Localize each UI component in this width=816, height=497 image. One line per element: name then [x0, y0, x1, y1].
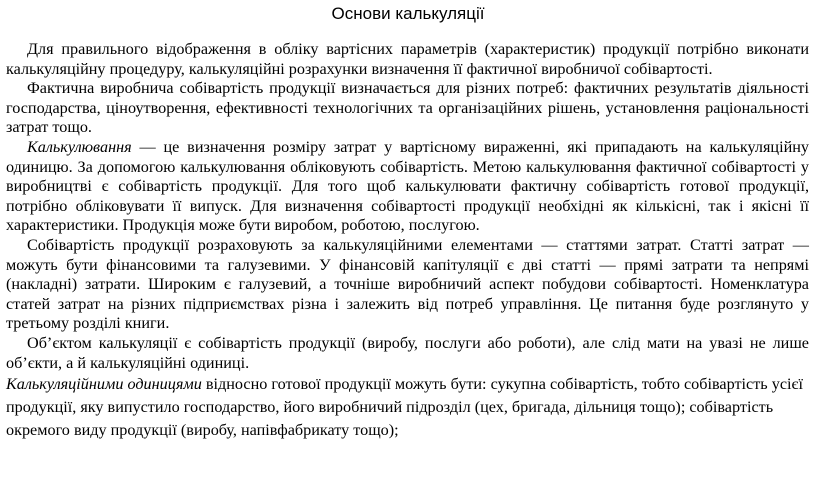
term-costing: Калькулювання: [27, 137, 132, 156]
paragraph-calculation-object: Об’єктом калькуляції є собівартість продукції (виробу, послуги або роботи), але слід мати на увазі не лише об’єкти, а й калькуляційні одиниці.: [6, 333, 809, 372]
document-body: [6, 40, 809, 442]
calculation-units-text: відносно готової продукції можуть бути: сукупна собівартість, тобто собівартість усієї продукції, яку випустило господарство, його виробничий підрозділ (цех, бригада, дільниця тощо); собівартість окремого виду продукції (виробу, напівфабрикату тощо);: [6, 375, 803, 440]
paragraph-costing-definition: [6, 138, 809, 236]
paragraph-actual-cost: Фактична виробнича собівартість продукції визначається для різних потреб: фактичних результатів діяльності господарства, ціноутворення, ефективності технологічних та організаційних рішень, установлення раціональності затрат тощо.: [6, 79, 809, 137]
paragraph-cost-items: Собівартість продукції розраховують за калькуляційними елементами — статтями затрат. Статті затрат — можуть бути фінансовими та галузевими. У фінансовій капітуляції є дві статті — прямі затрати та непрямі (накладні) затрати. Широким є галузевий, а точніше виробничий аспект побудови собівартості. Номенклатура статей затрат на різних підприємствах різна і залежить від потреб управління. Це питання буде розглянуто у третьому розділі книги.: [6, 235, 809, 333]
document-title: Основи калькуляції: [331, 4, 485, 23]
paragraph-calculation-units: [6, 373, 809, 442]
term-calculation-units: Калькуляційними одиницями: [6, 375, 202, 394]
paragraph-calculation-procedure: Для правильного відображення в обліку вартісних параметрів (характеристик) продукції потрібно виконати калькуляційну процедуру, калькуляційні розрахунки визначення її фактичної виробничої собівартості.: [6, 40, 809, 78]
costing-definition-text: — це визначення розміру затрат у вартісному вираженні, які припадають на калькуляційну одиницю. За допомогою калькулювання обліковують собівартість. Метою калькулювання фактичної собівартості у виробництві є собівартість продукції. Для того щоб калькулювати фактичну собівартість готової продукції, потрібно обліковувати її випуск. Для визначення собівартості продукції необхідні як кількісні, так і якісні її характеристики. Продукція може бути виробом, роботою, послугою.: [6, 137, 809, 235]
